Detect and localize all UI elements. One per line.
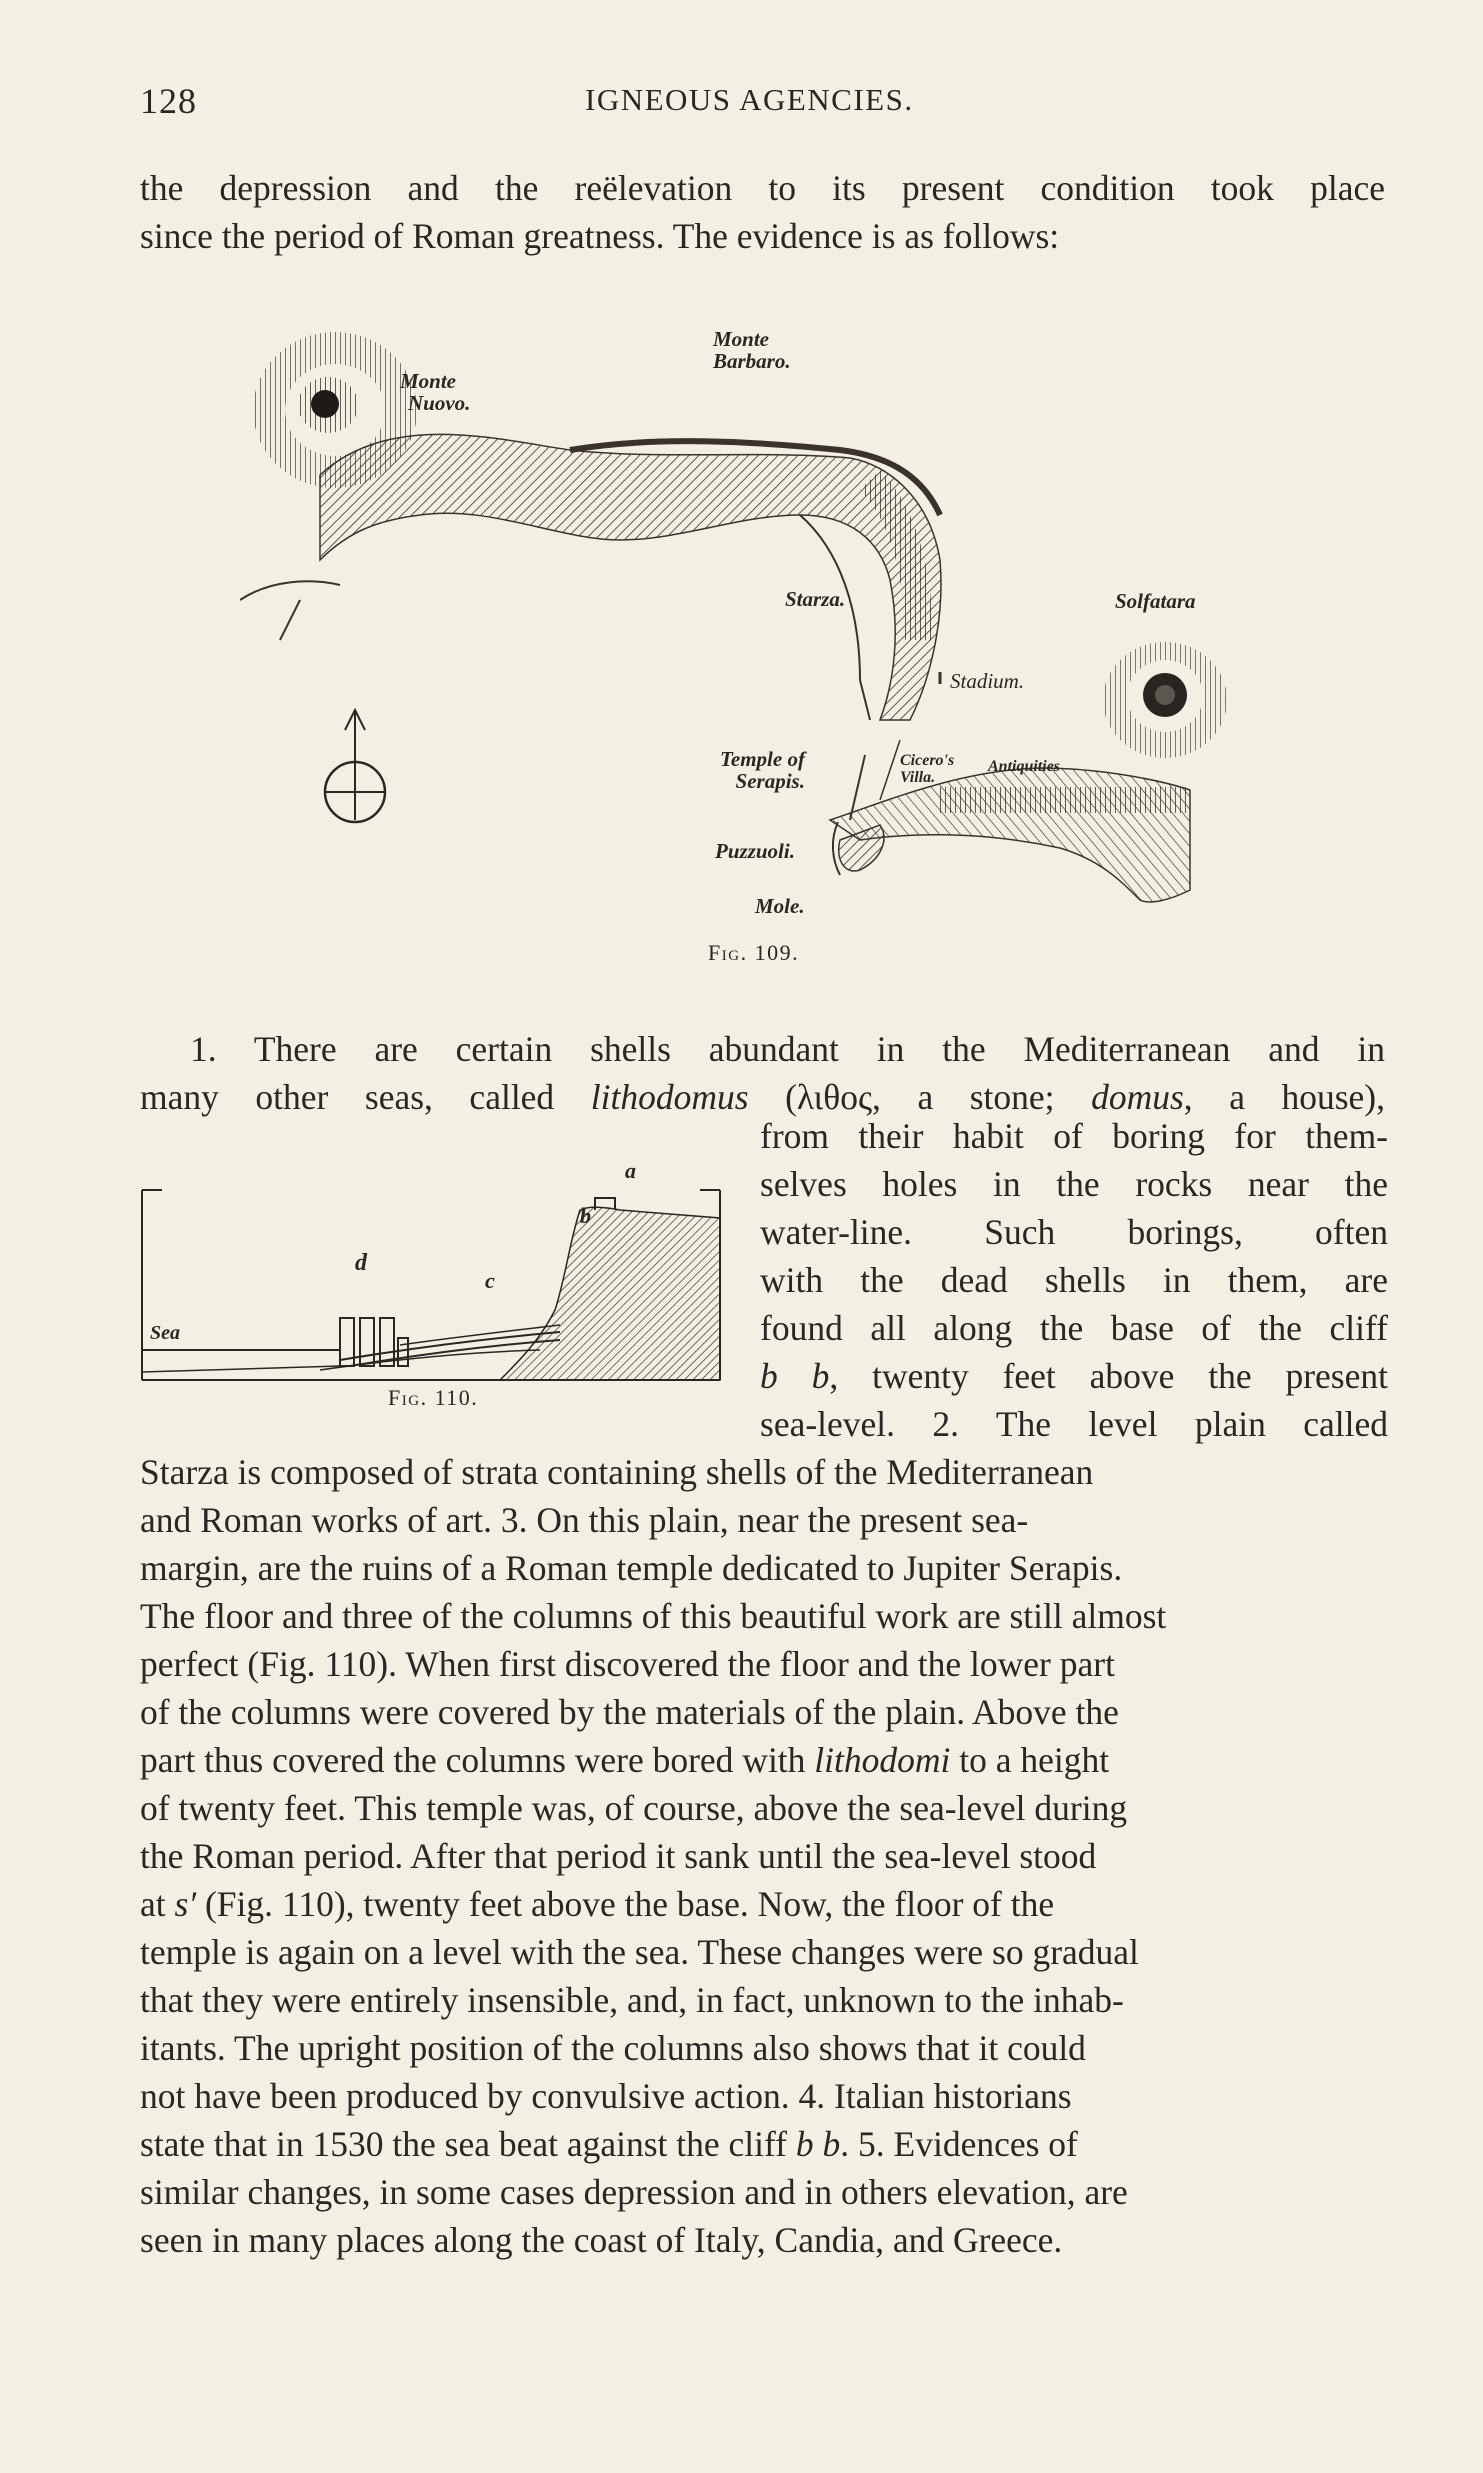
page-number: 128 [140, 81, 197, 121]
text-line: that they were entirely insensible, and, in fact, unknown to the inhab- [140, 1980, 1124, 2020]
text-italic: lithodomi [814, 1740, 951, 1780]
text-span: (Fig. 110), twenty feet above the base. Now, the floor of the [196, 1884, 1055, 1924]
label-temple-of-serapis [720, 748, 805, 792]
label-a: a [625, 1158, 636, 1183]
text-italic: lithodomus [590, 1077, 749, 1117]
label-line: Serapis. [735, 769, 805, 793]
text-line [140, 1073, 1385, 1121]
text-italic: b b [760, 1356, 830, 1396]
text-line: 1. There are certain shells abundant in the Mediterranean and in [190, 1029, 1385, 1069]
text-line: sea-level. 2. The level plain called [760, 1404, 1388, 1444]
label-c: c [485, 1268, 495, 1293]
body-paragraph-continued [140, 1448, 1385, 2264]
text-line: temple is again on a level with the sea. These changes were so gradual [140, 1932, 1139, 1972]
running-head [140, 80, 1390, 130]
text-line: seen in many places along the coast of Italy, Candia, and Greece. [140, 2220, 1063, 2260]
intro-line: since the period of Roman greatness. The evidence is as follows: [140, 216, 1060, 256]
text-line: margin, are the ruins of a Roman temple dedicated to Jupiter Serapis. [140, 1548, 1123, 1588]
label-puzzuoli: Puzzuoli. [715, 839, 795, 863]
text-span: . 5. Evidences of [840, 2124, 1078, 2164]
label-ciceros-villa [900, 752, 954, 786]
label-b: b [580, 1203, 591, 1228]
text-span: state that in 1530 the sea beat against the cliff [140, 2124, 796, 2164]
label-line: Villa. [900, 769, 936, 786]
label-line: Nuovo. [408, 391, 471, 415]
text-line: not have been produced by convulsive action. 4. Italian historians [140, 2076, 1072, 2116]
figure-110-caption: Fig. 110. [388, 1385, 479, 1410]
text-span: (λιθος, a stone; [748, 1077, 1092, 1117]
text-line [140, 2120, 1385, 2168]
intro-line: the depression and the reëlevation to its present condition took place [140, 168, 1385, 208]
text-span: part thus covered the columns were bored with [140, 1740, 815, 1780]
text-line [140, 1880, 1385, 1928]
text-span: many other seas, called [140, 1077, 591, 1117]
text-line: perfect (Fig. 110). When first discovered the floor and the lower part [140, 1644, 1115, 1684]
label-line: Barbaro. [713, 349, 791, 373]
text-span: at [140, 1884, 175, 1924]
text-italic: s′ [174, 1884, 197, 1924]
text-line: Starza is composed of strata containing shells of the Mediterranean [140, 1452, 1094, 1492]
label-starza: Starza. [785, 587, 846, 611]
label-line: Cicero's [900, 752, 955, 769]
text-line [140, 1736, 1385, 1784]
temple-marker [880, 740, 900, 800]
label-stadium: Stadium. [950, 669, 1025, 693]
label-d: d [355, 1250, 367, 1276]
label-line: Monte [400, 369, 457, 393]
text-line: The floor and three of the columns of this beautiful work are still almost [140, 1596, 1167, 1636]
text-span: , a house), [1183, 1077, 1386, 1117]
text-italic: domus [1091, 1077, 1184, 1117]
text-line: the Roman period. After that period it sank until the sea-level stood [140, 1836, 1097, 1876]
text-line: with the dead shells in them, are [760, 1260, 1388, 1300]
text-line: water-line. Such borings, often [760, 1212, 1388, 1252]
body-paragraph [140, 1025, 1385, 1121]
label-monte-nuovo [400, 370, 470, 414]
text-line: of twenty feet. This temple was, of course, above the sea-level during [140, 1788, 1128, 1828]
starza-edge [800, 515, 870, 720]
text-span: , twenty feet above the present [829, 1356, 1388, 1396]
label-monte-barbaro [713, 328, 791, 372]
label-line: Monte [713, 327, 770, 351]
text-line [760, 1352, 1388, 1400]
wrapped-text-column [760, 1112, 1388, 1448]
north-arrow-icon [325, 710, 385, 822]
label-line: Temple of [720, 747, 805, 771]
intro-paragraph [140, 164, 1385, 260]
figure-110-drawing [140, 1160, 725, 1410]
text-line: itants. The upright position of the columns also shows that it could [140, 2028, 1086, 2068]
text-span: to a height [950, 1740, 1110, 1780]
figure-109-map [240, 300, 1280, 980]
shoreline [240, 581, 340, 600]
solfatara-crater [1103, 642, 1227, 758]
text-line: found all along the base of the cliff [760, 1308, 1388, 1348]
text-line: of the columns were covered by the materials of the plain. Above the [140, 1692, 1119, 1732]
text-italic: b b [795, 2124, 841, 2164]
label-mole: Mole. [755, 894, 805, 918]
shoreline [280, 600, 300, 640]
text-line: from their habit of boring for them- [760, 1116, 1388, 1156]
text-line: selves holes in the rocks near the [760, 1164, 1388, 1204]
running-title: IGNEOUS AGENCIES. [585, 82, 914, 117]
label-antiquities: Antiquities [988, 758, 1061, 775]
label-solfatara: Solfatara [1115, 589, 1196, 613]
ridge-hatching [320, 434, 941, 720]
figure-110-section [140, 1160, 725, 1410]
figure-109-caption: Fig. 109. [708, 940, 800, 965]
text-line: and Roman works of art. 3. On this plain, near the present sea- [140, 1500, 1029, 1540]
label-sea: Sea [150, 1322, 180, 1344]
text-line: similar changes, in some cases depression and in others elevation, are [140, 2172, 1128, 2212]
